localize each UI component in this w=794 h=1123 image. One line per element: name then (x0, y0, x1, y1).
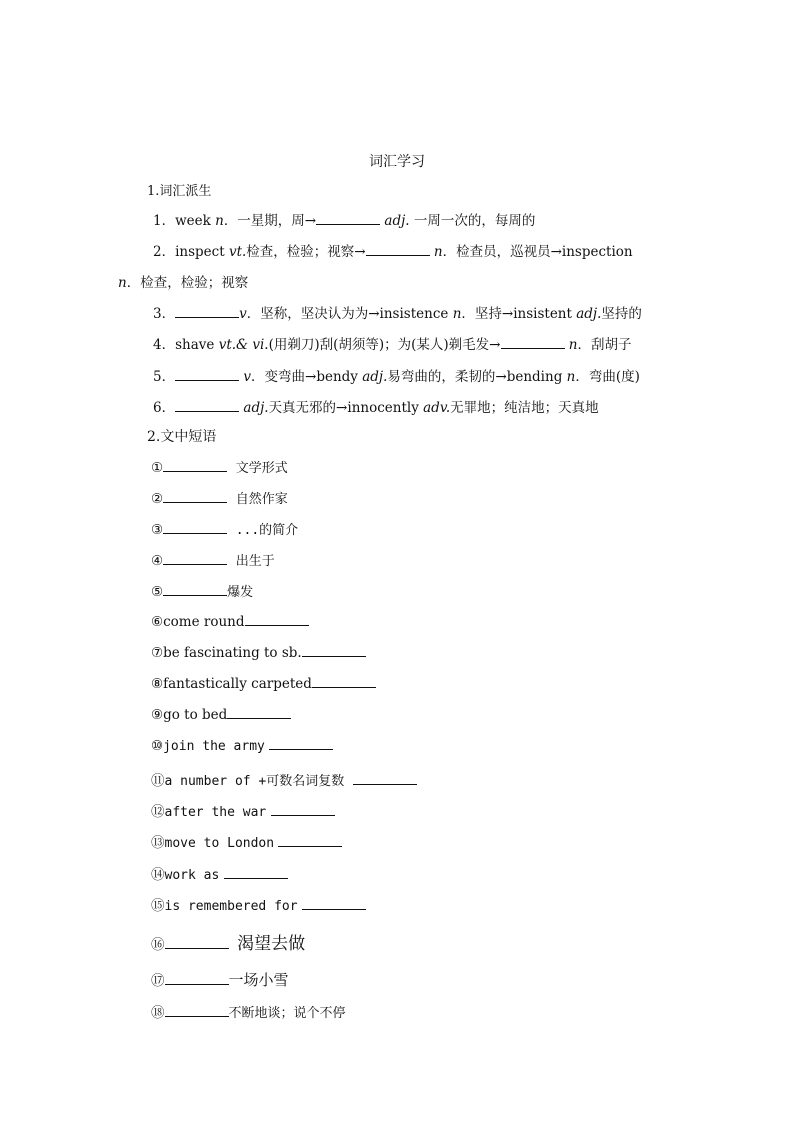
phrase-text: work as (164, 868, 220, 883)
answer-blank[interactable] (501, 337, 565, 349)
answer-blank[interactable] (353, 773, 417, 785)
item-number: 4． (153, 337, 176, 353)
phrase-number: ⑥ (151, 614, 164, 630)
phrase-item (151, 645, 366, 661)
phrase-text: come round (163, 614, 245, 630)
phrase-item (151, 614, 309, 630)
item-meaning: ．弯曲(度) (575, 369, 640, 385)
phrase-number: ⑪ (151, 773, 165, 789)
phrase-item (151, 1001, 346, 1021)
phrase-text: is remembered for (164, 899, 298, 914)
phrase-text: move to London (164, 836, 275, 851)
phrase-item (151, 800, 335, 820)
item-pos: n (452, 306, 462, 322)
answer-blank[interactable] (163, 522, 227, 534)
phrase-text: 一场小雪 (228, 971, 289, 989)
vocab-item-1 (153, 209, 535, 229)
item-meaning: 一周一次的，每周的 (409, 213, 536, 229)
vocab-item-2 (153, 240, 633, 260)
item-meaning: ．检查员，巡视员→inspection (442, 244, 633, 260)
answer-blank[interactable] (312, 676, 376, 688)
vocab-item-4 (153, 333, 632, 353)
phrase-number: ⑯ (151, 937, 165, 953)
answer-blank[interactable] (163, 584, 227, 596)
phrase-item (151, 488, 288, 507)
answer-blank[interactable] (302, 645, 366, 657)
answer-blank[interactable] (165, 1005, 229, 1017)
phrase-number: ③ (151, 522, 164, 538)
item-meaning: ．坚称，坚决认为为→insistence (246, 306, 453, 322)
answer-blank[interactable] (316, 213, 380, 225)
phrase-text: 爆发 (227, 585, 254, 600)
phrase-item (151, 550, 275, 569)
phrase-text: join the army (163, 739, 265, 754)
phrase-item (151, 676, 376, 692)
section1-heading: 1.词汇派生 (147, 184, 212, 199)
phrase-text: a number of +可数名词复数 (164, 774, 345, 789)
item-meaning: 无罪地；纯洁地；天真地 (450, 400, 599, 416)
answer-blank[interactable] (271, 804, 335, 816)
item-word: shave (175, 337, 219, 353)
answer-blank[interactable] (163, 553, 227, 565)
item-pos: v (239, 306, 247, 322)
phrase-item (151, 863, 288, 883)
item-pos: vt.& vi. (218, 337, 269, 353)
phrase-number: ⑬ (151, 835, 165, 851)
phrase-text: go to bed (163, 707, 228, 723)
phrase-number: ② (151, 491, 164, 507)
phrase-item (151, 894, 366, 914)
phrase-item (151, 581, 253, 600)
answer-blank[interactable] (245, 614, 309, 626)
answer-blank[interactable] (224, 867, 288, 879)
phrase-number: ⑨ (151, 707, 164, 723)
phrase-item (151, 457, 288, 476)
phrase-item (151, 929, 305, 954)
item-pos: n (433, 244, 443, 260)
phrase-number: ⑫ (151, 804, 165, 820)
phrase-number: ⑤ (151, 584, 164, 600)
page-title: 词汇学习 (369, 154, 425, 170)
item-pos: v (243, 369, 252, 385)
phrase-item (151, 769, 417, 789)
phrase-number: ⑮ (151, 898, 165, 914)
item-meaning: 坚持的 (601, 306, 642, 322)
item-word: week (175, 213, 216, 229)
item-number: 3． (153, 306, 176, 322)
item-pos: n (568, 337, 578, 353)
answer-blank[interactable] (163, 460, 227, 472)
answer-blank[interactable] (165, 937, 229, 949)
item-pos: n (215, 213, 224, 229)
phrase-item (151, 738, 333, 754)
answer-blank[interactable] (269, 738, 333, 750)
item-meaning: 检查，检验；视察→ (246, 244, 366, 260)
phrase-text: 出生于 (235, 554, 275, 569)
phrase-number: ⑦ (151, 645, 164, 661)
answer-blank[interactable] (227, 707, 291, 719)
phrase-number: ⑭ (151, 867, 165, 883)
phrase-text: 不断地谈；说个不停 (228, 1006, 346, 1021)
phrase-number: ① (151, 460, 164, 476)
phrase-item (151, 969, 289, 990)
vocab-item-5 (153, 365, 640, 385)
item-pos: adv. (423, 400, 451, 416)
answer-blank[interactable] (175, 306, 239, 318)
phrase-item (151, 707, 291, 723)
phrase-number: ④ (151, 553, 164, 569)
answer-blank[interactable] (175, 369, 239, 381)
phrase-text: after the war (164, 805, 267, 820)
item-meaning: ．刮胡子 (577, 337, 632, 353)
item-number: 2． (153, 244, 176, 260)
phrase-number: ⑧ (151, 676, 164, 692)
item-meaning: (用剃刀)刮(胡须等)；为(某人)剃毛发→ (268, 337, 501, 353)
phrase-text: fantastically carpeted (163, 676, 312, 692)
phrase-number: ⑩ (151, 738, 164, 754)
phrase-text: 文学形式 (235, 461, 288, 476)
item-meaning: ．坚持→insistent (461, 306, 577, 322)
item-meaning: ．检查，检验；视察 (126, 275, 249, 291)
answer-blank[interactable] (302, 898, 366, 910)
answer-blank[interactable] (175, 400, 239, 412)
item-pos: vt. (228, 244, 247, 260)
item-pos: adj. (362, 369, 388, 385)
phrase-text: ...的简介 (235, 523, 299, 538)
item-pos: adj. (384, 213, 410, 229)
phrase-text: 渴望去做 (237, 934, 306, 954)
phrase-text: 自然作家 (235, 492, 288, 507)
answer-blank[interactable] (278, 835, 342, 847)
item-pos: adj. (243, 400, 269, 416)
vocab-item-2-continued (118, 271, 248, 291)
vocab-item-3 (153, 302, 642, 322)
item-meaning: 易弯曲的，柔韧的→bending (387, 369, 567, 385)
item-number: 6． (153, 400, 176, 416)
phrase-text: be fascinating to sb. (163, 645, 302, 661)
vocab-item-6 (153, 396, 599, 416)
item-pos: n (566, 369, 576, 385)
answer-blank[interactable] (366, 244, 430, 256)
phrase-item (151, 831, 342, 851)
item-pos: n (118, 275, 127, 291)
answer-blank[interactable] (163, 491, 227, 503)
item-word: inspect (175, 244, 229, 260)
section2-heading: 2.文中短语 (147, 429, 217, 445)
item-number: 5． (153, 369, 176, 385)
item-meaning: ．一星期，周→ (223, 213, 317, 229)
phrase-item (151, 519, 298, 538)
item-meaning: 天真无邪的→innocently (268, 400, 424, 416)
answer-blank[interactable] (165, 973, 229, 985)
item-pos: adj. (576, 306, 602, 322)
phrase-number: ⑱ (151, 1005, 165, 1021)
phrase-number: ⑰ (151, 973, 165, 989)
item-number: 1． (153, 213, 176, 229)
item-meaning: ．变弯曲→bendy (251, 369, 363, 385)
